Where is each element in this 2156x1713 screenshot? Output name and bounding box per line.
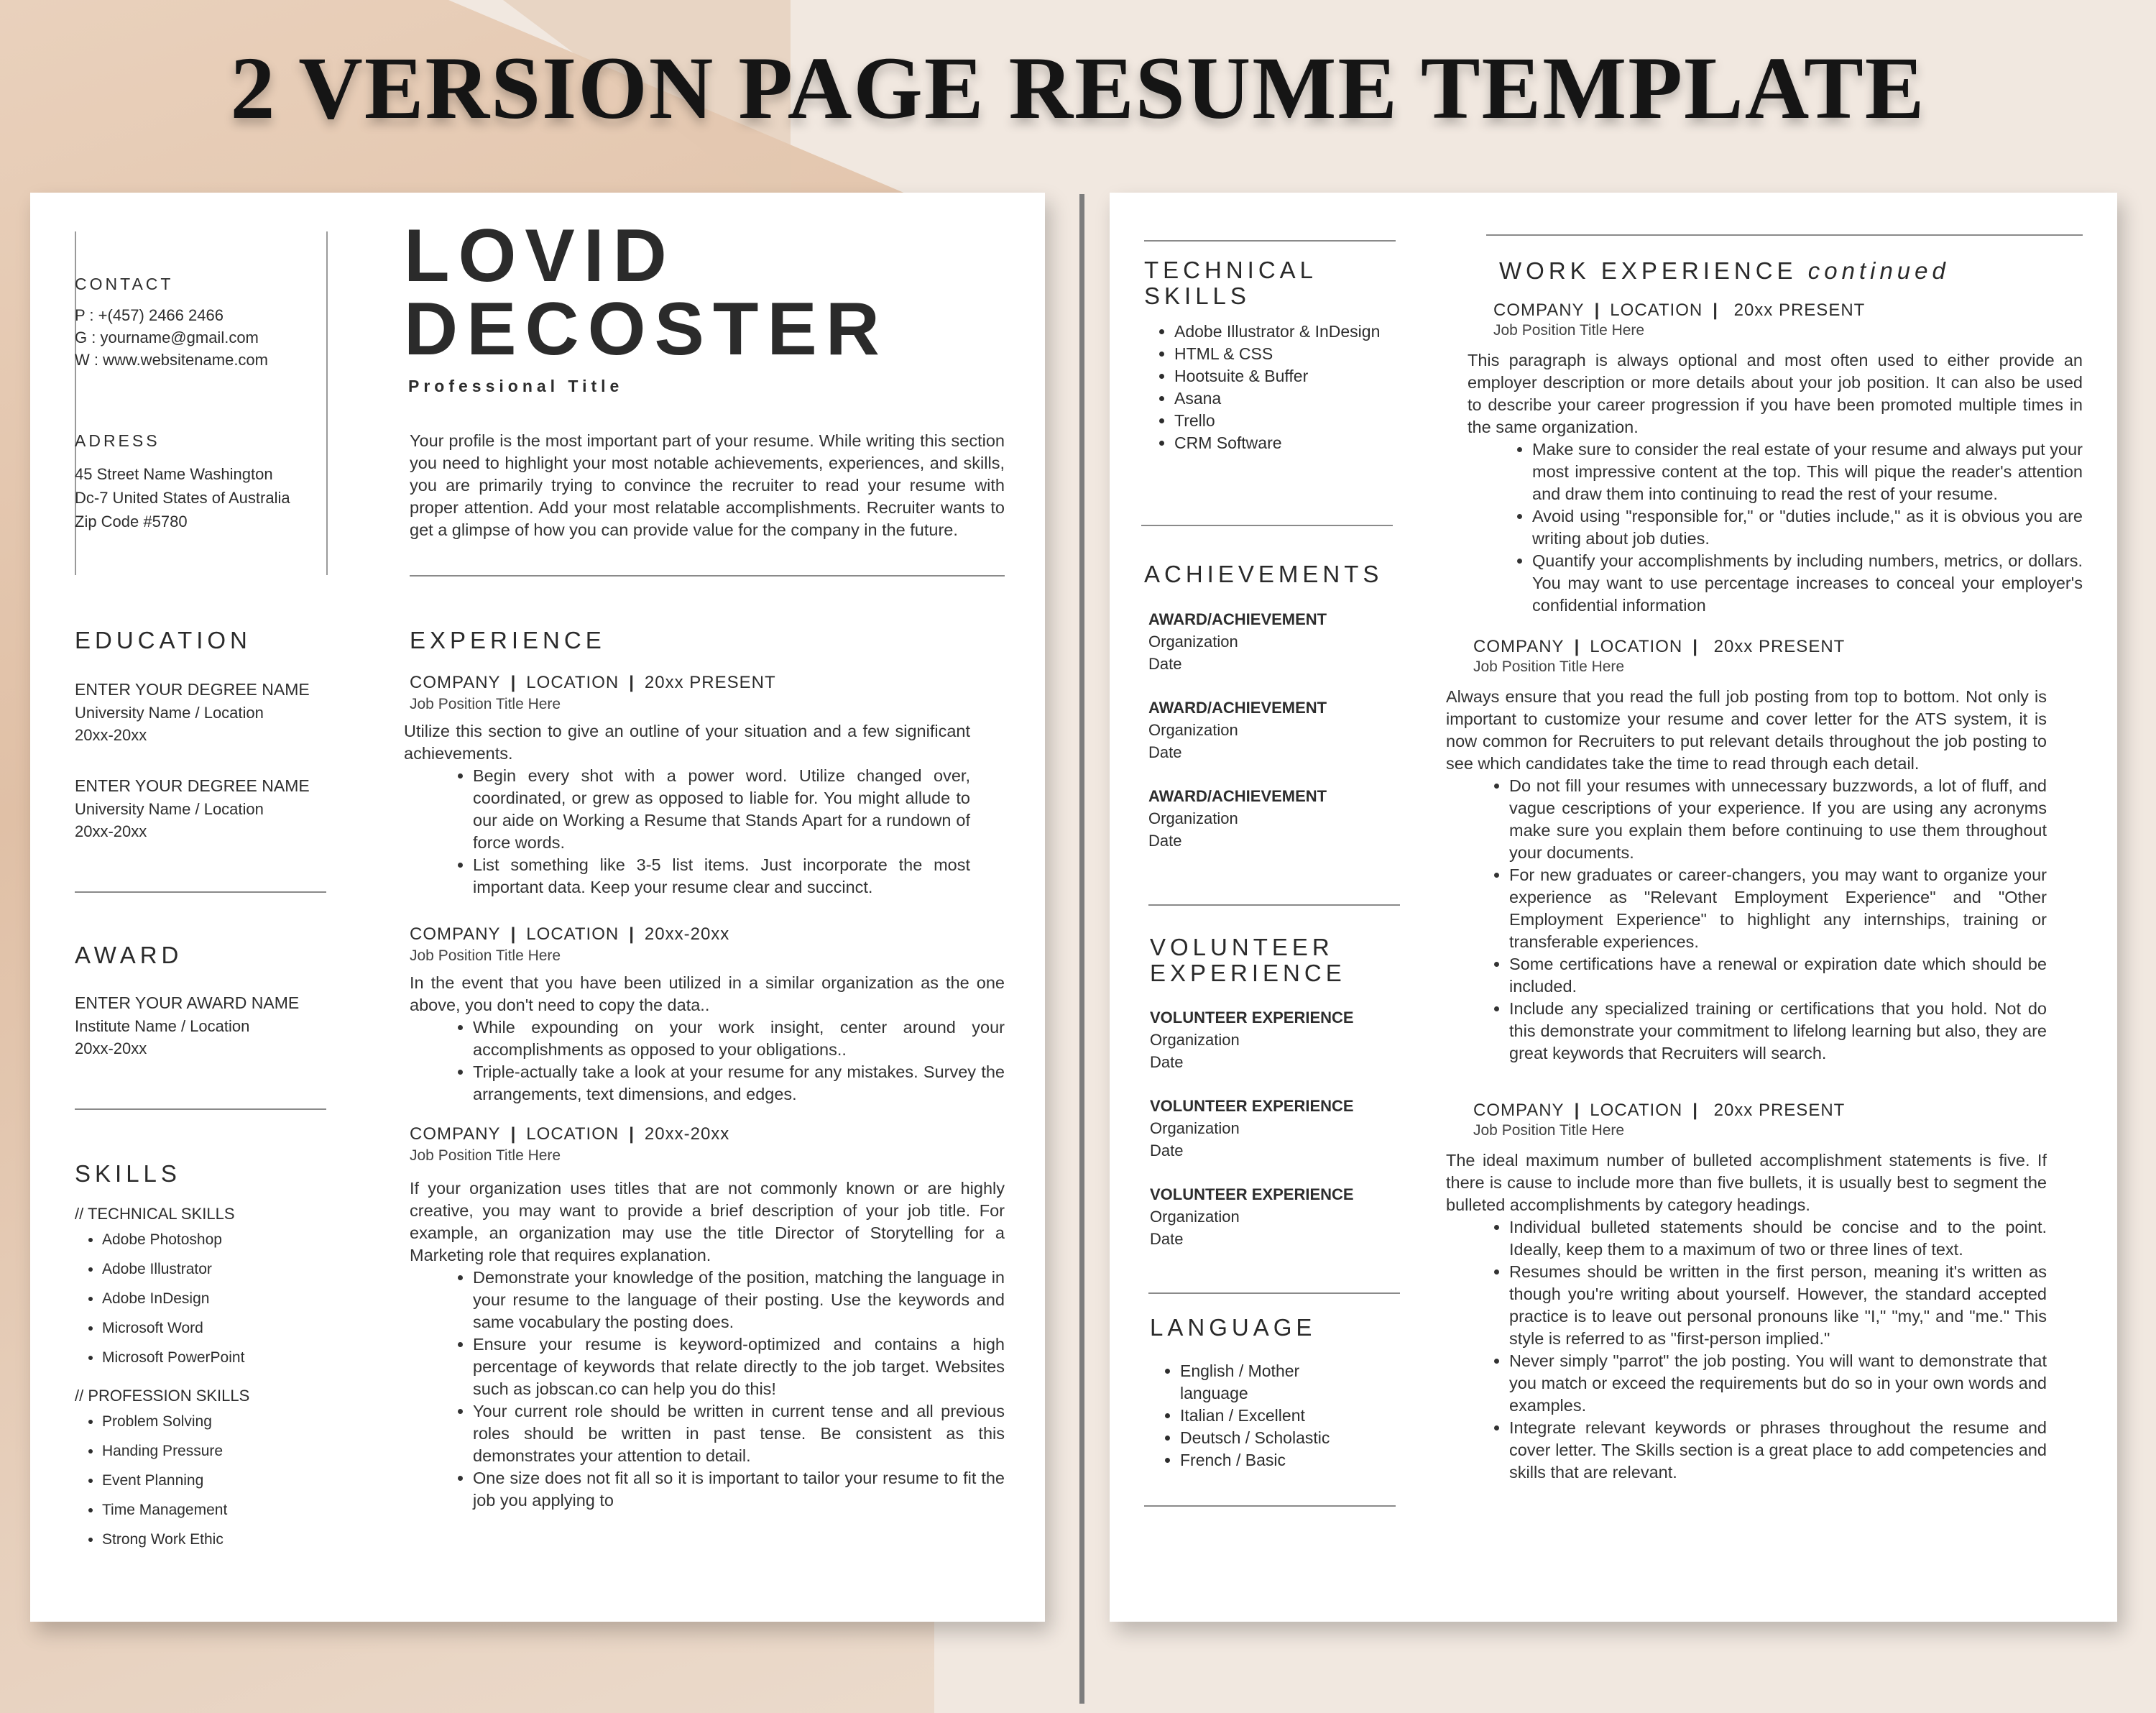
address-line: Zip Code #5780 — [75, 513, 188, 531]
language-section — [1150, 1314, 1423, 1471]
technical-item: • CRM Software — [1174, 432, 1417, 454]
job-position: Job Position Title Here — [1493, 322, 1645, 339]
technical-skills-list — [75, 1225, 348, 1372]
degree-name: ENTER YOUR DEGREE NAME — [75, 680, 310, 699]
profile-summary: Your profile is the most important part of your resume. While writing this section you need to highlight your most notable achievements, experiences, and skills, you are primarily trying to convince the recruiter to read your resume with proper attention. Add your most relatable accomplishments. Recruiter wants to get a glimpse of how you can provide value for the company in the future. — [410, 431, 1005, 539]
experience-section — [404, 627, 1005, 1512]
education-dates: 20xx-20xx — [75, 726, 147, 744]
volunteer-org: Organization — [1150, 1119, 1240, 1137]
achievement-date: Date — [1148, 743, 1182, 761]
bullet-item: • Never simply "parrot" the job posting. You will want to demonstrate that you match or exceed the requirements but do so in your own words and examples. — [1509, 1350, 2047, 1417]
language-item: • Italian / Excellent — [1180, 1405, 1345, 1427]
job-bullets — [1450, 775, 2047, 1065]
job-bullets — [410, 1016, 1005, 1106]
achievement-org: Organization — [1148, 633, 1238, 651]
profession-skills-heading: // PROFESSION SKILLS — [75, 1387, 250, 1405]
skill-item: • Event Planning — [102, 1466, 348, 1495]
university: University Name / Location — [75, 800, 264, 818]
headline: 2 VERSION PAGE RESUME TEMPLATE — [230, 39, 1926, 137]
university: University Name / Location — [75, 704, 264, 722]
achievement-org: Organization — [1148, 809, 1238, 827]
bullet-item: • Ensure your resume is keyword-optimized and contains a high percentage of keywords that relate directly to the job target. Websites such as jobscan.co can help you do this! — [473, 1333, 1005, 1400]
resume-page-2 — [1110, 193, 2117, 1622]
job-description: If your organization uses titles that are not commonly known or are highly creative, you may want to provide a brief description of your job title. For example, an organization may use the title Director of Storytelling for a Marketing role that requires explanation. — [410, 1179, 1005, 1264]
skills-heading: SKILLS — [75, 1160, 181, 1187]
technical-list — [1144, 321, 1417, 454]
technical-item: • HTML & CSS — [1174, 343, 1417, 365]
divider-line — [1141, 525, 1393, 526]
job-bullets — [1450, 1216, 2047, 1484]
volunteer-title: VOLUNTEER EXPERIENCE — [1150, 1009, 1354, 1027]
job-position: Job Position Title Here — [1473, 1122, 1625, 1139]
name-first: LOVID — [404, 214, 676, 298]
job-position: Job Position Title Here — [410, 1147, 561, 1164]
job-header: COMPANY | LOCATION | 20xx PRESENT — [1493, 300, 1866, 320]
achievement-title: AWARD/ACHIEVEMENT — [1148, 610, 1327, 628]
award-heading: AWARD — [75, 942, 183, 968]
skill-item: • Adobe Illustrator — [102, 1254, 348, 1284]
bullet-item: • Your current role should be written in current tense and all previous roles should be written in past tense. Be consistent as this demonstrates your attention to detail. — [473, 1400, 1005, 1467]
address-heading: ADRESS — [75, 431, 160, 450]
job-entry — [1446, 1101, 2047, 1484]
contact-phone: P : +(457) 2466 2466 — [75, 306, 224, 324]
divider-line — [1144, 1505, 1396, 1507]
education-heading: EDUCATION — [75, 627, 252, 653]
skill-item: • Problem Solving — [102, 1407, 348, 1436]
volunteer-date: Date — [1150, 1142, 1184, 1159]
bullet-item: • One size does not fit all so it is important to tailor your resume to fit the job you applying to — [473, 1467, 1005, 1512]
technical-skills-heading: // TECHNICAL SKILLS — [75, 1205, 235, 1223]
achievements-section — [1144, 561, 1417, 852]
volunteer-date: Date — [1150, 1230, 1184, 1248]
bullet-item: • Triple-actually take a look at your resume for any mistakes. Survey the arrangements, text dimensions, and edges. — [473, 1061, 1005, 1106]
job-description: Always ensure that you read the full job posting from top to bottom. Not only is important to customize your resume and cover letter for the ATS system, it is now common for Recruiters to put relevant details throughout the job posting to see which candidates take the time to read through each detail. — [1446, 687, 2047, 773]
job-position: Job Position Title Here — [410, 947, 561, 964]
experience-heading: EXPERIENCE — [410, 627, 606, 653]
education-dates: 20xx-20xx — [75, 822, 147, 840]
achievement-date: Date — [1148, 832, 1182, 850]
contact-heading: CONTACT — [75, 275, 174, 293]
job-description: This paragraph is always optional and most often used to either provide an employer description or more details about your job position. It can also be used to describe your career progression if you have been promoted multiple times in the same organization. — [1468, 351, 2083, 436]
achievement-item — [1148, 697, 1417, 763]
job-description: The ideal maximum number of bulleted accomplishment statements is five. If there is cause to include more than five bullets, it is usually best to segment the bulleted accomplishments by category headings. — [1446, 1151, 2047, 1214]
language-item: • French / Basic — [1180, 1449, 1345, 1471]
volunteer-item — [1150, 1095, 1423, 1162]
bullet-item: • While expounding on your work insight, center around your accomplishments as opposed to your obligations.. — [473, 1016, 1005, 1061]
job-entry — [1446, 637, 2047, 1065]
divider-line — [75, 891, 326, 893]
degree-name: ENTER YOUR DEGREE NAME — [75, 776, 310, 795]
language-heading: LANGUAGE — [1150, 1314, 1317, 1341]
bullet-item: • Individual bulleted statements should be concise and to the point. Ideally, keep them to a maximum of two or three lines of text. — [1509, 1216, 2047, 1261]
education-item — [75, 773, 348, 842]
job-bullets — [410, 765, 970, 899]
bullet-item: • Some certifications have a renewal or expiration date which should be included. — [1509, 953, 2047, 998]
bullet-item: • List something like 3-5 list items. Just incorporate the most important data. Keep your resume clear and succinct. — [473, 854, 970, 899]
job-position: Job Position Title Here — [1473, 658, 1625, 675]
achievement-title: AWARD/ACHIEVEMENT — [1148, 787, 1327, 805]
page-divider — [1079, 194, 1084, 1704]
job-description: Utilize this section to give an outline of your situation and a few significant achievements. — [404, 722, 970, 763]
skill-item: • Time Management — [102, 1495, 348, 1525]
work-experience-section — [1446, 257, 2083, 1484]
language-item: • English / Mother language — [1180, 1360, 1345, 1405]
bullet-item: • Include any specialized training or certifications that you hold. Not do this demonstrate your commitment to lifelong learning but also, they are great keywords that Recruiters will search. — [1509, 998, 2047, 1065]
job-header: COMPANY | LOCATION | 20xx PRESENT — [1473, 637, 1846, 656]
skill-item: • Adobe Photoshop — [102, 1225, 348, 1254]
job-header: COMPANY | LOCATION | 20xx PRESENT — [410, 673, 776, 692]
address-line: Dc-7 United States of Australia — [75, 489, 290, 507]
achievements-heading: ACHIEVEMENTS — [1144, 561, 1383, 587]
divider-line — [75, 1108, 326, 1110]
name-block — [404, 214, 1022, 396]
award-dates: 20xx-20xx — [75, 1039, 147, 1057]
technical-item: • Adobe Illustrator & InDesign — [1174, 321, 1417, 343]
volunteer-section — [1150, 934, 1423, 1250]
bullet-item: • Integrate relevant keywords or phrases throughout the resume and cover letter. The Skills section is a great place to add competencies and skills that are relevant. — [1509, 1417, 2047, 1484]
job-header: COMPANY | LOCATION | 20xx PRESENT — [1473, 1101, 1846, 1120]
resume-page-1 — [30, 193, 1045, 1622]
profession-skills-list — [75, 1407, 348, 1554]
job-header: COMPANY | LOCATION | 20xx-20xx — [410, 1124, 730, 1144]
volunteer-title: VOLUNTEER EXPERIENCE — [1150, 1185, 1354, 1203]
bullet-item: • Demonstrate your knowledge of the position, matching the language in your resume to the language of their posting. Use the keywords and same vocabulary the posting does. — [473, 1267, 1005, 1333]
divider-line — [1144, 240, 1396, 242]
bullet-item: • Avoid using "responsible for," or "duties include," as it is obvious you are writing about job duties. — [1532, 505, 2083, 550]
bullet-item: • Resumes should be written in the first person, meaning it's written as though you're writing about yourself. However, the standard accepted practice is to leave out personal pronouns like "I," "my," and "me." This style is referred to as "first-person implied." — [1509, 1261, 2047, 1350]
achievement-date: Date — [1148, 655, 1182, 673]
job-bullets — [410, 1267, 1005, 1512]
contact-section — [75, 275, 362, 371]
skill-item: • Handing Pressure — [102, 1436, 348, 1466]
technical-heading-line2: SKILLS — [1144, 283, 1250, 309]
language-list — [1150, 1360, 1345, 1471]
volunteer-org: Organization — [1150, 1208, 1240, 1226]
technical-skills-section — [1144, 257, 1417, 454]
technical-item: • Hootsuite & Buffer — [1174, 365, 1417, 387]
job-description: In the event that you have been utilized in a similar organization as the one above, you don't need to copy the data.. — [410, 973, 1005, 1014]
address-line: 45 Street Name Washington — [75, 465, 273, 483]
award-institute: Institute Name / Location — [75, 1017, 250, 1035]
professional-title: Professional Title — [408, 377, 624, 395]
bullet-item: • Make sure to consider the real estate of your resume and always put your most impressive content at the top. This will pique the reader's attention and draw them into continuing to read the rest of your resume. — [1532, 438, 2083, 505]
technical-heading: TECHNICAL — [1144, 257, 1318, 283]
education-item — [75, 677, 348, 746]
work-heading: WORK EXPERIENCE continued — [1499, 257, 1950, 284]
bullet-item: • Do not fill your resumes with unnecessary buzzwords, a lot of fluff, and vague cescriptions of your experience. If you are using any acronyms make sure you explain them before continuing to use them throughout your documents. — [1509, 775, 2047, 864]
volunteer-org: Organization — [1150, 1031, 1240, 1049]
education-section — [75, 627, 348, 842]
bullet-item: • Quantify your accomplishments by including numbers, metrics, or dollars. You may want to use percentage increases to conceal your employer's confidential information — [1532, 550, 2083, 617]
award-name: ENTER YOUR AWARD NAME — [75, 993, 300, 1012]
divider-line — [1148, 904, 1400, 906]
job-position: Job Position Title Here — [410, 696, 561, 712]
job-bullets — [1450, 438, 2083, 617]
achievement-item — [1148, 608, 1417, 675]
job-entry — [1450, 300, 2083, 617]
divider-line — [1148, 1292, 1400, 1294]
contact-website: W : www.websitename.com — [75, 351, 268, 369]
job-entry — [410, 1124, 1005, 1512]
volunteer-title: VOLUNTEER EXPERIENCE — [1150, 1097, 1354, 1115]
job-header: COMPANY | LOCATION | 20xx-20xx — [410, 924, 730, 944]
bullet-item: • Begin every shot with a power word. Utilize changed over, coordinated, or grew as opposed to liable for. You might allude to our aide on Working a Resume that Stands Apart for a rundown of force words. — [473, 765, 970, 854]
technical-item: • Trello — [1174, 410, 1417, 432]
achievement-org: Organization — [1148, 721, 1238, 739]
award-section — [75, 942, 348, 1060]
language-item: • Deutsch / Scholastic — [1180, 1427, 1345, 1449]
skill-item: • Adobe InDesign — [102, 1284, 348, 1313]
volunteer-item — [1150, 1183, 1423, 1250]
address-section — [75, 431, 362, 533]
job-entry — [410, 924, 1005, 1106]
volunteer-heading-line2: EXPERIENCE — [1150, 960, 1346, 986]
contact-email: G : yourname@gmail.com — [75, 329, 259, 346]
job-entry — [404, 673, 970, 899]
achievement-item — [1148, 785, 1417, 852]
divider-line — [410, 575, 1005, 577]
bullet-item: • For new graduates or career-changers, you may want to organize your experience as "Relevant Employment Experience" and "Other Employment Experience" to highlight any internships, training or transferable experiences. — [1509, 864, 2047, 953]
skill-item: • Microsoft Word — [102, 1313, 348, 1343]
name-last: DECOSTER — [404, 288, 888, 371]
divider-line — [1486, 234, 2083, 236]
skill-item: • Microsoft PowerPoint — [102, 1343, 348, 1372]
volunteer-item — [1150, 1006, 1423, 1073]
volunteer-date: Date — [1150, 1053, 1184, 1071]
technical-item: • Asana — [1174, 387, 1417, 410]
skills-section — [75, 1160, 348, 1554]
volunteer-heading: VOLUNTEER — [1150, 934, 1334, 960]
skill-item: • Strong Work Ethic — [102, 1525, 348, 1554]
achievement-title: AWARD/ACHIEVEMENT — [1148, 699, 1327, 717]
